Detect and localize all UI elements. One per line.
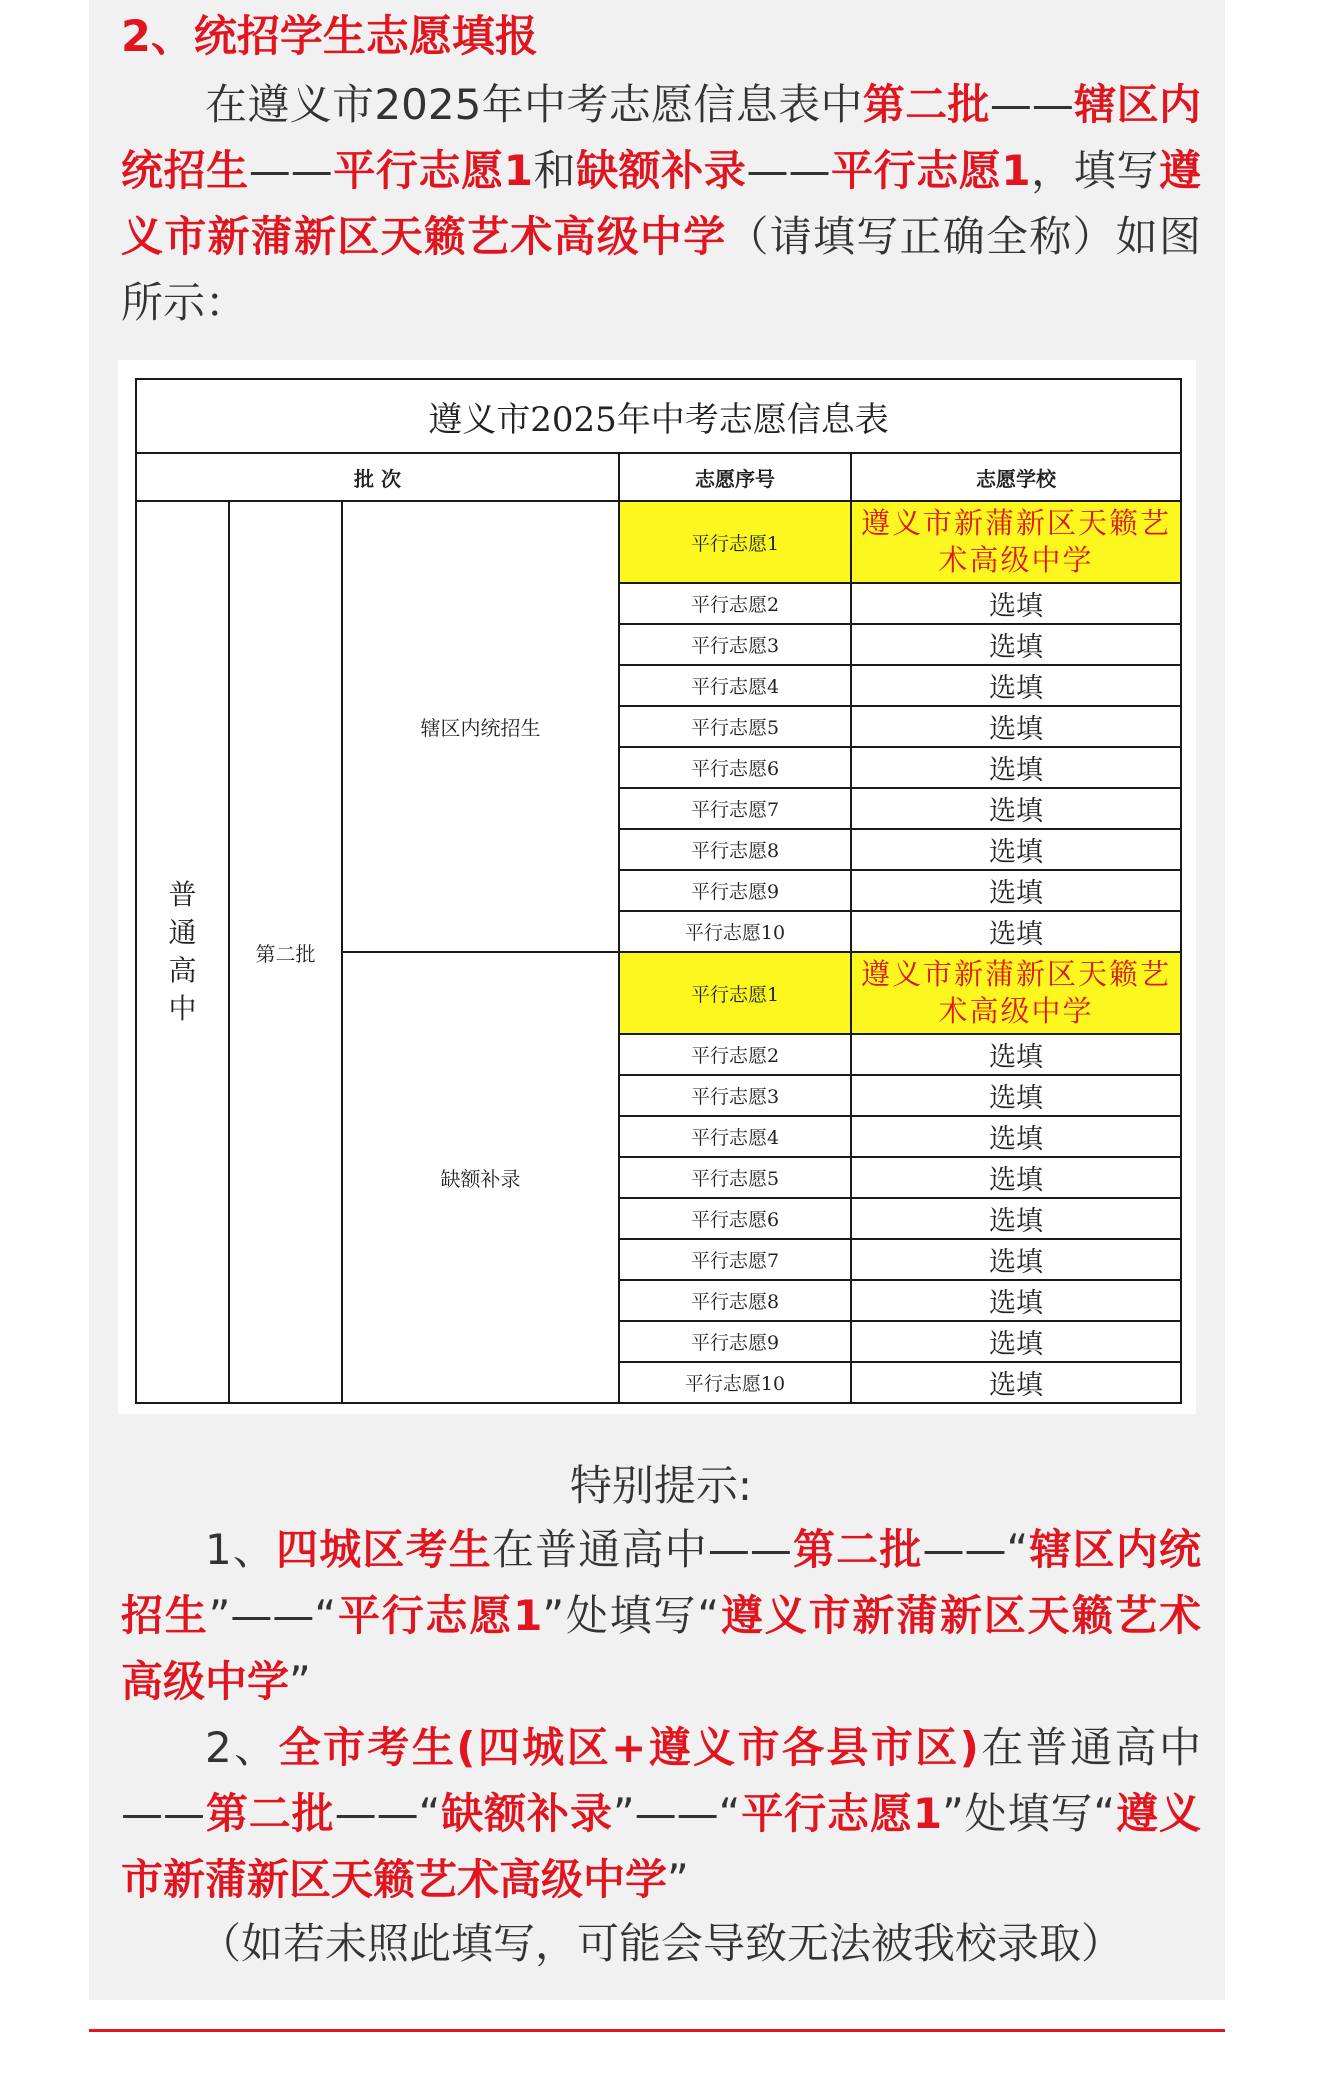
- tip-2: [121, 1715, 1201, 1913]
- tip-highlight: 缺额补录: [440, 1789, 613, 1838]
- seq-cell: 平行志愿6: [619, 1198, 851, 1239]
- intro-text: 在遵义市2025年中考志愿信息表中: [205, 80, 863, 129]
- school-cell: 选填: [851, 1157, 1181, 1198]
- table-image: [118, 360, 1196, 1414]
- batch-cell: 第二批: [229, 501, 342, 1403]
- seq-cell: 平行志愿9: [619, 1321, 851, 1362]
- school-cell: 选填: [851, 911, 1181, 952]
- intro-text: （请填写正确全称）如图所示：: [121, 212, 1201, 327]
- tip-highlight: 平行志愿1: [336, 1591, 543, 1640]
- tip-1: [121, 1517, 1201, 1715]
- school-cell: 选填: [851, 1075, 1181, 1116]
- tip-text: ”: [289, 1657, 311, 1706]
- intro-text: ——: [746, 146, 831, 195]
- school-cell: 选填: [851, 1116, 1181, 1157]
- tip-text: ——“: [922, 1525, 1029, 1574]
- seq-cell: 平行志愿10: [619, 911, 851, 952]
- school-cell: 选填: [851, 870, 1181, 911]
- tip-highlight: 全市考生(四城区+遵义市各县市区): [278, 1723, 979, 1772]
- volunteer-info-table: [135, 378, 1182, 1404]
- tip-highlight: 平行志愿1: [740, 1789, 943, 1838]
- category-cell: [136, 501, 229, 1403]
- seq-cell: 平行志愿5: [619, 1157, 851, 1198]
- header-seq: 志愿序号: [619, 453, 851, 501]
- tip-highlight: 遵义市新蒲新区天籁艺术高级中学: [121, 1591, 1201, 1706]
- seq-cell: 平行志愿9: [619, 870, 851, 911]
- tip-text: ”处填写“: [542, 1591, 720, 1640]
- intro-highlight: 遵义市新蒲新区天籁艺术高级中学: [121, 146, 1201, 261]
- school-cell: 选填: [851, 747, 1181, 788]
- school-cell: 选填: [851, 1321, 1181, 1362]
- seq-cell: 平行志愿10: [619, 1362, 851, 1403]
- group-cell: 辖区内统招生: [342, 501, 619, 952]
- seq-cell: 平行志愿4: [619, 665, 851, 706]
- table-row: [136, 501, 1181, 583]
- seq-cell: 平行志愿8: [619, 829, 851, 870]
- tip-text: 1、: [205, 1525, 277, 1574]
- seq-cell: 平行志愿7: [619, 1239, 851, 1280]
- tip-text: ——“: [334, 1789, 441, 1838]
- school-cell: 选填: [851, 788, 1181, 829]
- intro-paragraph: [121, 72, 1201, 336]
- school-cell: 选填: [851, 1280, 1181, 1321]
- warning-note: （如若未照此填写，可能会导致无法被我校录取）: [198, 1919, 1123, 1968]
- seq-cell: 平行志愿5: [619, 706, 851, 747]
- tip-highlight: 四城区考生: [276, 1525, 492, 1574]
- seq-cell: 平行志愿2: [619, 1034, 851, 1075]
- seq-cell: 平行志愿1: [619, 952, 851, 1034]
- seq-cell: 平行志愿6: [619, 747, 851, 788]
- seq-cell: 平行志愿3: [619, 624, 851, 665]
- header-school: 志愿学校: [851, 453, 1181, 501]
- tip-text: 在普通高中——: [121, 1723, 1201, 1838]
- seq-cell: 平行志愿1: [619, 501, 851, 583]
- school-cell: 选填: [851, 1239, 1181, 1280]
- bottom-divider: [89, 2029, 1225, 2032]
- table-title: 遵义市2025年中考志愿信息表: [136, 379, 1181, 453]
- category-label: 普通高中: [168, 878, 197, 1025]
- school-cell-highlight: 遵义市新蒲新区天籁艺术高级中学: [851, 501, 1181, 583]
- seq-cell: 平行志愿8: [619, 1280, 851, 1321]
- tip-highlight: 辖区内统招生: [121, 1525, 1201, 1640]
- tip-highlight: 第二批: [205, 1789, 335, 1838]
- header-batch: 批 次: [136, 453, 619, 501]
- intro-text: 和: [532, 146, 577, 195]
- intro-highlight: 缺额补录: [576, 146, 747, 195]
- intro-text: ，填写: [1030, 146, 1159, 195]
- tip-text: 2、: [205, 1723, 279, 1772]
- tips-title: 特别提示:: [569, 1461, 753, 1510]
- intro-highlight: 第二批: [862, 80, 990, 129]
- school-cell: 选填: [851, 706, 1181, 747]
- school-cell: 选填: [851, 1362, 1181, 1403]
- group-cell: 缺额补录: [342, 952, 619, 1403]
- intro-highlight: 辖区内统招生: [121, 80, 1201, 195]
- tip-text: ”处填写“: [942, 1789, 1116, 1838]
- intro-text: ——: [989, 80, 1074, 129]
- school-cell: 选填: [851, 1034, 1181, 1075]
- tip-text: ”: [667, 1855, 689, 1904]
- school-cell: 选填: [851, 583, 1181, 624]
- school-cell: 选填: [851, 1198, 1181, 1239]
- school-cell: 选填: [851, 665, 1181, 706]
- section-heading: 2、统招学生志愿填报: [121, 12, 538, 62]
- intro-highlight: 平行志愿1: [830, 146, 1031, 195]
- school-cell: 选填: [851, 829, 1181, 870]
- seq-cell: 平行志愿3: [619, 1075, 851, 1116]
- school-cell: 选填: [851, 624, 1181, 665]
- seq-cell: 平行志愿7: [619, 788, 851, 829]
- tip-text: ”——“: [612, 1789, 741, 1838]
- seq-cell: 平行志愿4: [619, 1116, 851, 1157]
- seq-cell: 平行志愿2: [619, 583, 851, 624]
- intro-highlight: 平行志愿1: [332, 146, 533, 195]
- tip-highlight: 遵义市新蒲新区天籁艺术高级中学: [121, 1789, 1201, 1904]
- school-cell-highlight: 遵义市新蒲新区天籁艺术高级中学: [851, 952, 1181, 1034]
- tip-text: ”——“: [208, 1591, 337, 1640]
- tip-highlight: 第二批: [791, 1525, 923, 1574]
- tip-text: 在普通高中——: [491, 1525, 792, 1574]
- intro-text: ——: [248, 146, 333, 195]
